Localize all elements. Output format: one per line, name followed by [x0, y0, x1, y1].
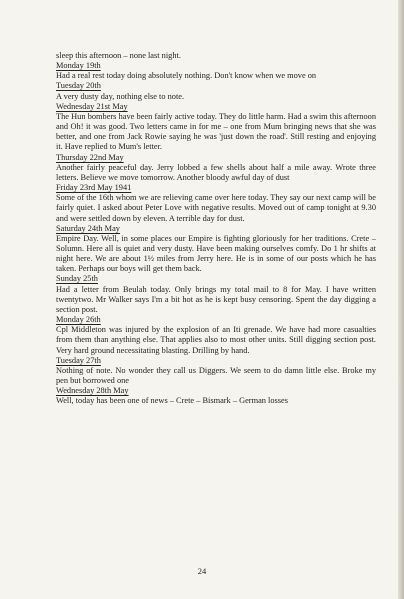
entry-body: The Hun bombers have been fairly active today. They do little harm. Had a swim this afternoon and Oh! it was good. Two letters came in for me – one from Mum bringing news that she was better, and one from Jack Rowie saying he was 'just down the road'. Still resting and enjoying it. Have replied to Mum's letter.	[56, 111, 376, 152]
entry-body: Another fairly peaceful day. Jerry lobbed a few shells about half a mile away. Wrote three letters. Believe we move tomorrow. Another bloody awful day of dust	[56, 162, 376, 182]
entry-body: Had a letter from Beulah today. Only brings my total mail to 8 for May. I have written twentytwo. Mr Walker says I'm a bit hot as he is kept busy censoring. Spent the day digging a section post.	[56, 284, 376, 314]
entry-heading: Friday 23rd May 1941	[56, 183, 132, 193]
entry-heading: Sunday 25th	[56, 274, 98, 284]
opening-line: sleep this afternoon – none last night.	[56, 51, 181, 60]
entry-body: Cpl Middleton was injured by the explosion of an Iti grenade. We have had more casualties from them than anything else. That applies also to most other units. Still digging section post. Very hard ground necessitating blasting. Drilling by hand.	[56, 325, 376, 355]
entry-heading: Monday 19th	[56, 61, 101, 71]
diary-text	[56, 51, 376, 406]
page-number: 24	[197, 566, 207, 576]
entry-heading: Wednesday 21st May	[56, 101, 128, 111]
entry-heading: Monday 26th	[56, 315, 101, 325]
entry-body: Empire Day. Well, in some places our Empire is fighting gloriously for her traditions. Crete – Solumn. Here all is quiet and very dusty. Have been making ourselves comfy. Do 1 hr shifts at night here. We are about 1½ miles from Jerry here. He is in some of our posts which he has taken. Perhaps our boys will get them back.	[56, 233, 376, 274]
entry-heading: Saturday 24th May	[56, 223, 120, 233]
page-edge-shadow	[398, 0, 404, 599]
entry-body: Had a real rest today doing absolutely nothing. Don't know when we move on	[56, 71, 317, 81]
entry-heading: Tuesday 20th	[56, 81, 101, 91]
entry-heading: Tuesday 27th	[56, 355, 101, 365]
entry-heading: Thursday 22nd May	[56, 152, 124, 162]
entry-heading: Wednesday 28th May	[56, 386, 129, 396]
entry-body: A very dusty day, nothing else to note.	[56, 91, 185, 101]
entry-body: Well, today has been one of news – Crete – Bismark – German losses	[56, 396, 288, 406]
entry-body: Nothing of note. No wonder they call us Diggers. We seem to do damn little else. Broke my pen but borrowed one	[56, 365, 376, 385]
entry-body: Some of the 16th whom we are relieving came over here today. They say our next camp will be fairly quiet. I asked about Peter Love with negative results. Moved out of camp tonight at 9.30 and were settled down by eleven. A terrible day for dust.	[56, 193, 376, 223]
